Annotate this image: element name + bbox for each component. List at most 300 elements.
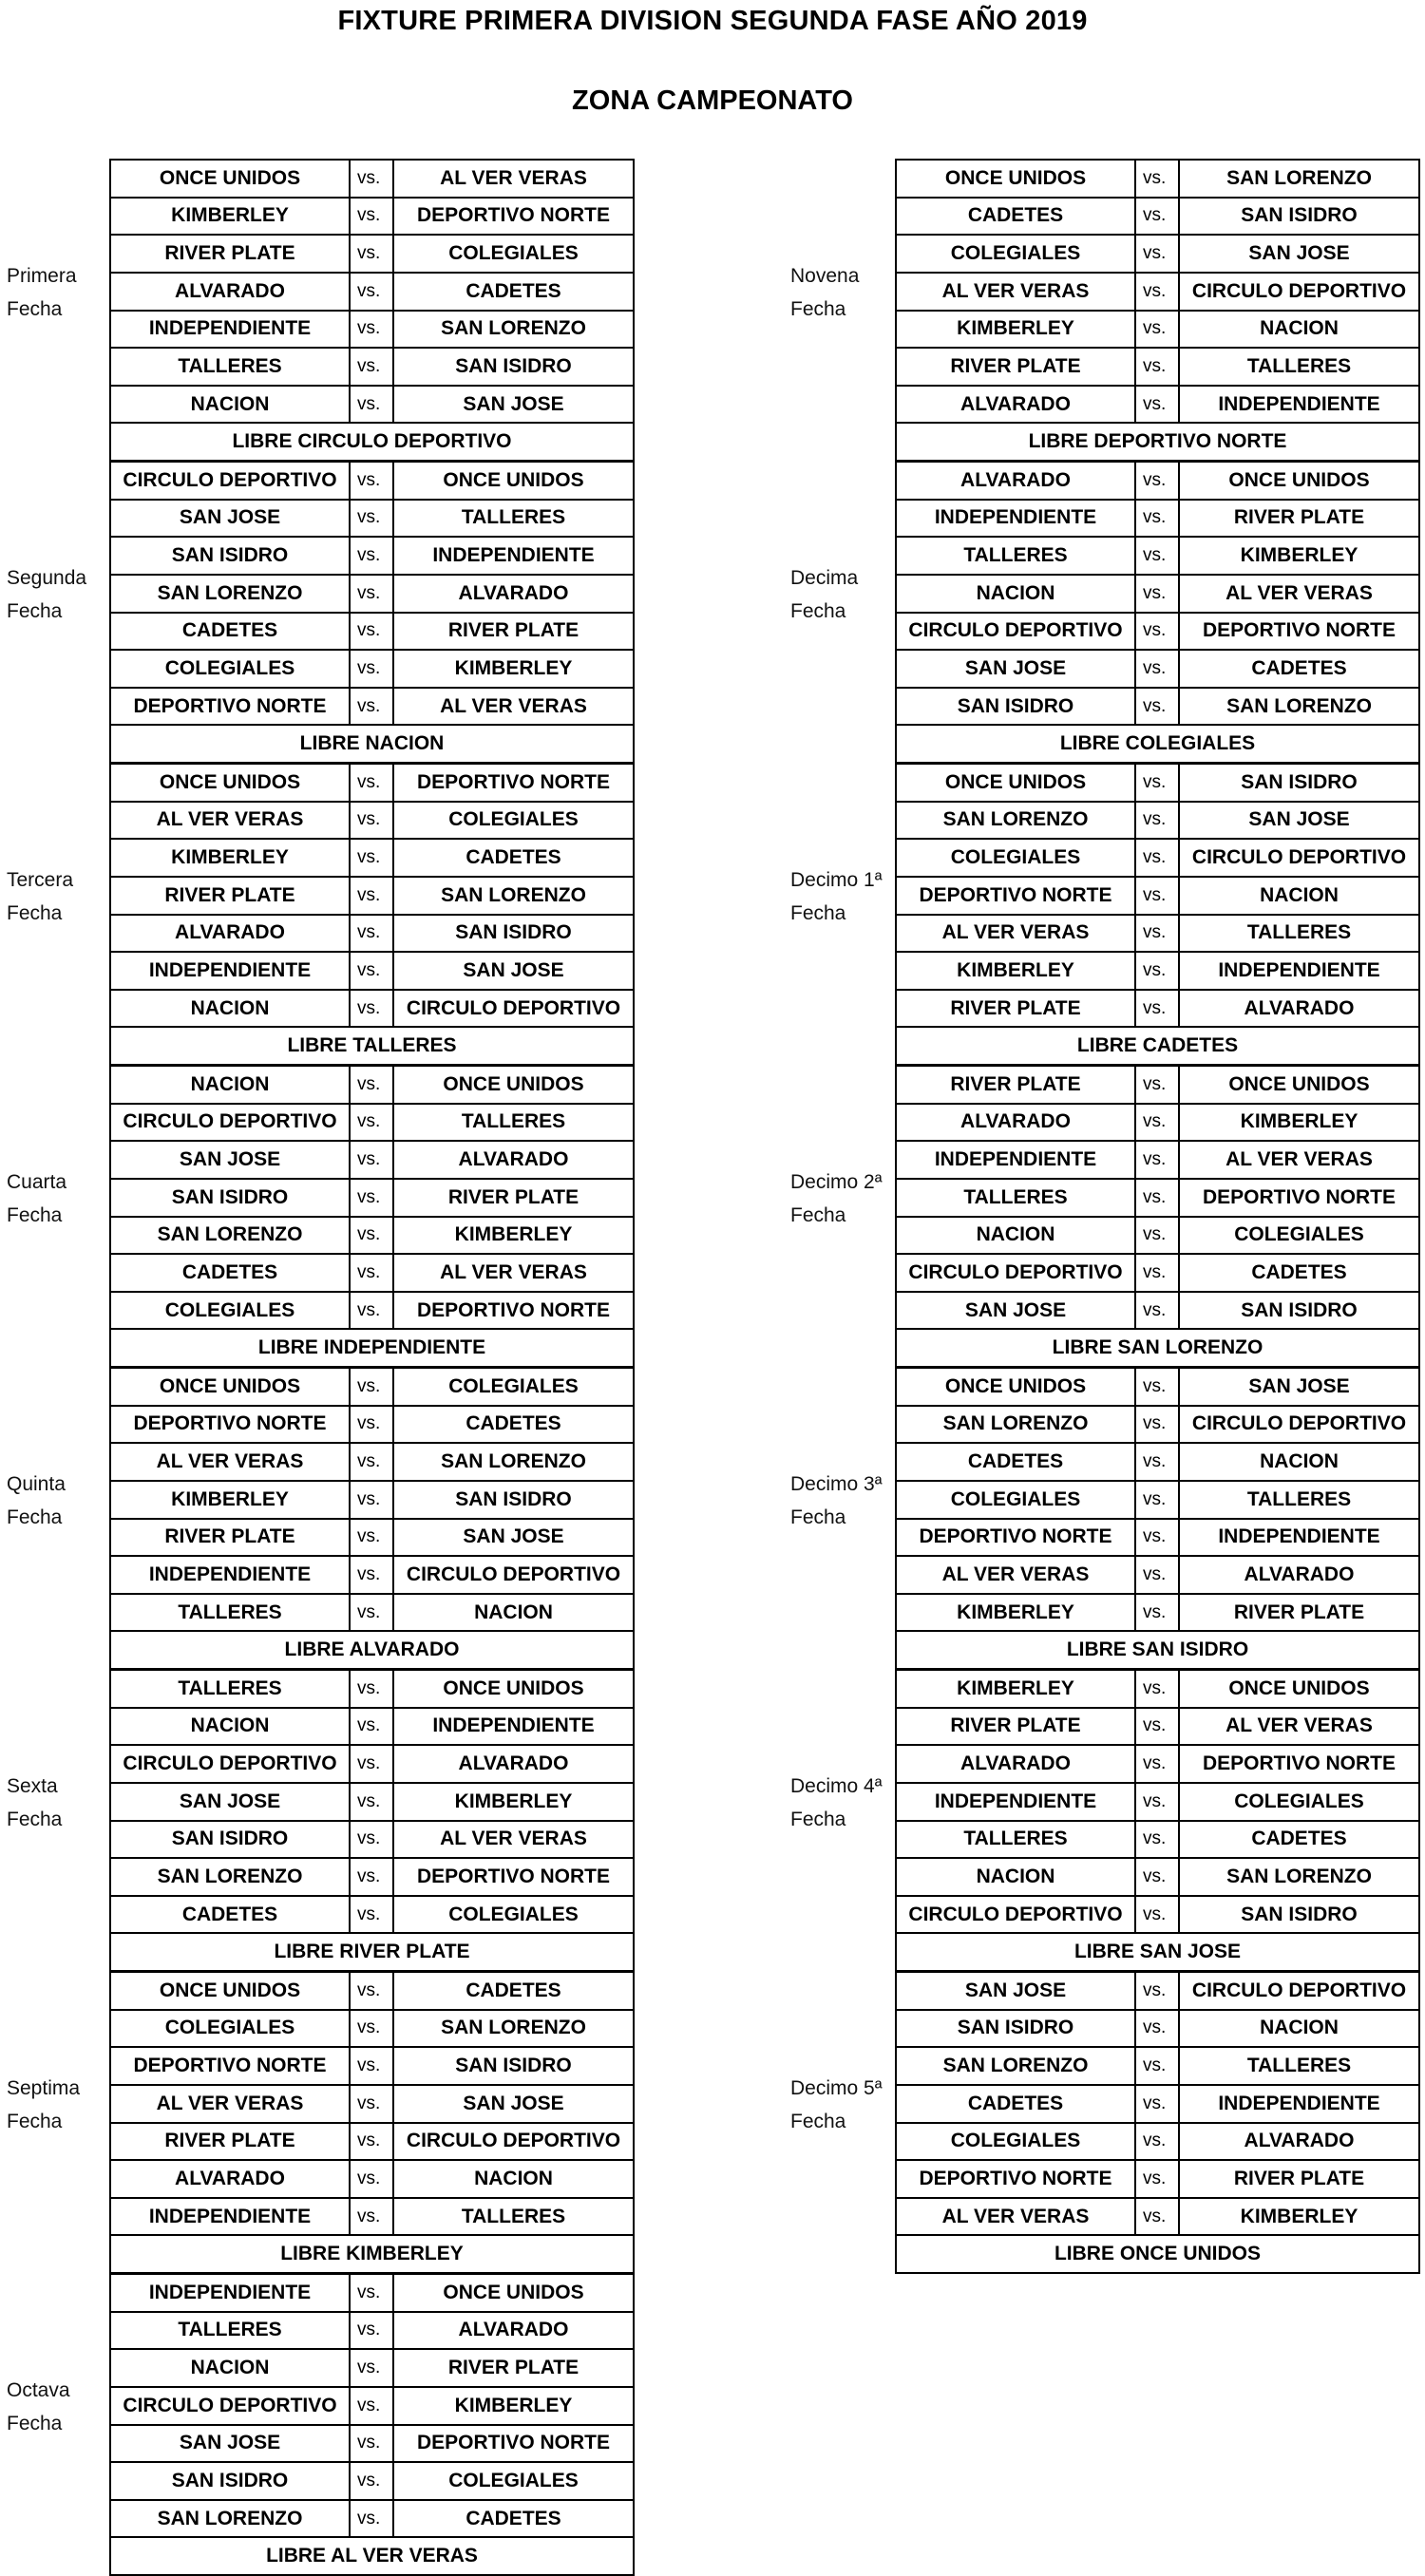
fecha-label [790,2072,882,2138]
home-team: ALVARADO [896,1104,1135,1142]
away-team: AL VER VERAS [393,160,634,198]
vs-label: vs. [350,311,393,349]
fecha-label [7,2374,70,2440]
vs-label: vs. [1135,2085,1179,2123]
home-team: TALLERES [110,1594,350,1632]
vs-label: vs. [1135,2010,1179,2048]
away-team: INDEPENDIENTE [1179,386,1419,424]
libre-row [110,1027,634,1065]
vs-label: vs. [1135,1066,1179,1104]
away-team: ONCE UNIDOS [393,1066,634,1104]
match-row [110,2198,634,2236]
home-team: SAN LORENZO [110,1858,350,1896]
vs-label: vs. [1135,1896,1179,1934]
home-team: COLEGIALES [110,1292,350,1330]
home-team: AL VER VERAS [896,915,1135,953]
fecha-label-line2: Fecha [790,1809,846,1830]
fecha-label-line2: Fecha [790,902,846,924]
match-row [896,990,1419,1028]
home-team: ONCE UNIDOS [110,1972,350,2010]
vs-label: vs. [350,915,393,953]
away-team: COLEGIALES [393,2462,634,2500]
away-team: ONCE UNIDOS [1179,462,1419,500]
home-team: SAN JOSE [896,650,1135,688]
match-row [110,764,634,802]
match-row [110,1141,634,1179]
match-row [896,1896,1419,1934]
match-row [896,688,1419,726]
vs-label: vs. [350,1556,393,1594]
home-team: ALVARADO [896,1745,1135,1783]
fecha-label [790,863,882,930]
away-team: SAN ISIDRO [1179,764,1419,802]
away-team: SAN LORENZO [1179,688,1419,726]
fecha-table [109,461,635,764]
home-team: RIVER PLATE [896,990,1135,1028]
away-team: RIVER PLATE [393,613,634,651]
away-team: KIMBERLEY [1179,1104,1419,1142]
match-row [896,877,1419,915]
match-row [110,915,634,953]
away-team: NACION [1179,877,1419,915]
fecha-label-line2: Fecha [790,1204,846,1226]
vs-label: vs. [350,462,393,500]
fecha-label [790,1165,882,1232]
vs-label: vs. [1135,1594,1179,1632]
match-row [896,952,1419,990]
libre-team: LIBRE KIMBERLEY [110,2235,634,2273]
vs-label: vs. [1135,1217,1179,1255]
vs-label: vs. [1135,575,1179,613]
vs-label: vs. [350,235,393,273]
match-row [896,1519,1419,1557]
away-team: NACION [1179,1443,1419,1481]
home-team: INDEPENDIENTE [110,1556,350,1594]
home-team: CIRCULO DEPORTIVO [110,2387,350,2425]
away-team: DEPORTIVO NORTE [393,198,634,236]
match-row [110,160,634,198]
vs-label: vs. [350,2160,393,2198]
away-team: CIRCULO DEPORTIVO [393,1556,634,1594]
vs-label: vs. [1135,1141,1179,1179]
home-team: SAN LORENZO [110,575,350,613]
vs-label: vs. [350,990,393,1028]
vs-label: vs. [350,273,393,311]
vs-label: vs. [350,2274,393,2312]
match-row [896,1858,1419,1896]
home-team: SAN ISIDRO [896,688,1135,726]
vs-label: vs. [1135,952,1179,990]
fecha-label [7,561,86,628]
vs-label: vs. [350,2312,393,2350]
vs-label: vs. [350,386,393,424]
match-row [896,537,1419,575]
away-team: SAN JOSE [393,2085,634,2123]
home-team: NACION [110,2349,350,2387]
match-row [896,1443,1419,1481]
away-team: SAN LORENZO [1179,160,1419,198]
match-row [896,2123,1419,2161]
libre-row [110,725,634,763]
away-team: NACION [393,2160,634,2198]
home-team: CADETES [110,613,350,651]
match-row [896,1745,1419,1783]
fecha-label-line2: Fecha [7,298,63,320]
match-row [110,1556,634,1594]
vs-label: vs. [350,1896,393,1934]
away-team: COLEGIALES [393,1896,634,1934]
fecha-table [895,461,1420,764]
vs-label: vs. [1135,915,1179,953]
home-team: INDEPENDIENTE [110,952,350,990]
match-row [110,2387,634,2425]
match-row [110,1104,634,1142]
vs-label: vs. [1135,1745,1179,1783]
vs-label: vs. [1135,198,1179,236]
home-team: SAN LORENZO [896,1406,1135,1444]
match-row [110,1821,634,1859]
vs-label: vs. [1135,311,1179,349]
libre-team: LIBRE COLEGIALES [896,725,1419,763]
match-row [110,1443,634,1481]
home-team: TALLERES [110,2312,350,2350]
vs-label: vs. [1135,462,1179,500]
fecha-table [109,1367,635,1670]
away-team: CADETES [1179,1254,1419,1292]
vs-label: vs. [1135,1821,1179,1859]
fecha-table [895,1065,1420,1368]
home-team: SAN JOSE [896,1292,1135,1330]
match-row [896,235,1419,273]
match-row [110,1179,634,1217]
vs-label: vs. [1135,1783,1179,1821]
vs-label: vs. [1135,2047,1179,2085]
away-team: SAN ISIDRO [393,348,634,386]
home-team: CADETES [110,1896,350,1934]
away-team: COLEGIALES [1179,1217,1419,1255]
home-team: CIRCULO DEPORTIVO [896,1254,1135,1292]
match-row [896,273,1419,311]
home-team: DEPORTIVO NORTE [110,1406,350,1444]
libre-team: LIBRE TALLERES [110,1027,634,1065]
match-row [896,1821,1419,1859]
fecha-label [790,561,858,628]
vs-label: vs. [1135,650,1179,688]
away-team: CIRCULO DEPORTIVO [1179,273,1419,311]
home-team: RIVER PLATE [110,877,350,915]
fecha-label-line2: Fecha [7,1506,63,1528]
vs-label: vs. [350,198,393,236]
home-team: COLEGIALES [896,1481,1135,1519]
away-team: TALLERES [393,1104,634,1142]
vs-label: vs. [350,802,393,840]
home-team: INDEPENDIENTE [896,1783,1135,1821]
home-team: AL VER VERAS [896,2198,1135,2236]
libre-team: LIBRE DEPORTIVO NORTE [896,423,1419,461]
fecha-label-line2: Fecha [7,2111,63,2132]
fecha-table [109,159,635,462]
home-team: RIVER PLATE [110,235,350,273]
vs-label: vs. [350,160,393,198]
page-title: FIXTURE PRIMERA DIVISION SEGUNDA FASE AÑO 2019 [337,6,1088,36]
away-team: ALVARADO [393,2312,634,2350]
away-team: KIMBERLEY [393,650,634,688]
match-row [110,386,634,424]
libre-row [896,1027,1419,1065]
away-team: COLEGIALES [1179,1783,1419,1821]
match-row [896,462,1419,500]
match-row [110,462,634,500]
away-team: DEPORTIVO NORTE [1179,1745,1419,1783]
away-team: DEPORTIVO NORTE [1179,613,1419,651]
match-row [110,1254,634,1292]
fecha-label-line1: Decimo 3ª [790,1473,883,1495]
home-team: COLEGIALES [896,235,1135,273]
match-row [896,1292,1419,1330]
away-team: AL VER VERAS [393,1254,634,1292]
match-row [896,1368,1419,1406]
away-team: SAN LORENZO [393,877,634,915]
vs-label: vs. [350,877,393,915]
vs-label: vs. [350,537,393,575]
vs-label: vs. [1135,1368,1179,1406]
match-row [896,386,1419,424]
away-team: CIRCULO DEPORTIVO [1179,1406,1419,1444]
match-row [110,2312,634,2350]
away-team: ONCE UNIDOS [1179,1066,1419,1104]
vs-label: vs. [1135,1972,1179,2010]
match-row [110,1858,634,1896]
home-team: SAN JOSE [110,1141,350,1179]
away-team: SAN JOSE [393,952,634,990]
match-row [896,2047,1419,2085]
home-team: NACION [110,990,350,1028]
match-row [110,311,634,349]
vs-label: vs. [1135,2160,1179,2198]
fecha-table [109,1971,635,2274]
home-team: TALLERES [110,1670,350,1708]
away-team: CIRCULO DEPORTIVO [1179,1972,1419,2010]
vs-label: vs. [1135,537,1179,575]
home-team: AL VER VERAS [110,802,350,840]
home-team: INDEPENDIENTE [896,500,1135,538]
match-row [110,273,634,311]
vs-label: vs. [1135,235,1179,273]
match-row [110,1594,634,1632]
vs-label: vs. [350,1443,393,1481]
match-row [110,839,634,877]
match-row [896,2085,1419,2123]
home-team: TALLERES [896,1179,1135,1217]
match-row [896,348,1419,386]
away-team: AL VER VERAS [393,1821,634,1859]
away-team: COLEGIALES [393,802,634,840]
away-team: INDEPENDIENTE [393,1708,634,1746]
away-team: TALLERES [393,500,634,538]
away-team: ALVARADO [1179,990,1419,1028]
home-team: SAN ISIDRO [110,1179,350,1217]
away-team: ONCE UNIDOS [1179,1670,1419,1708]
home-team: CIRCULO DEPORTIVO [110,1745,350,1783]
match-row [110,500,634,538]
vs-label: vs. [1135,1481,1179,1519]
home-team: ONCE UNIDOS [110,1368,350,1406]
away-team: DEPORTIVO NORTE [393,2425,634,2463]
away-team: CADETES [393,1972,634,2010]
libre-team: LIBRE SAN ISIDRO [896,1631,1419,1669]
home-team: NACION [110,1066,350,1104]
home-team: ALVARADO [896,386,1135,424]
away-team: INDEPENDIENTE [393,537,634,575]
match-row [110,1708,634,1746]
fecha-table [109,763,635,1066]
away-team: NACION [393,1594,634,1632]
away-team: ALVARADO [1179,1556,1419,1594]
fecha-label [7,1770,62,1836]
libre-team: LIBRE AL VER VERAS [110,2537,634,2575]
fecha-table [109,1065,635,1368]
match-row [110,537,634,575]
match-row [110,1292,634,1330]
away-team: SAN ISIDRO [393,915,634,953]
fecha-label-line1: Novena [790,265,860,287]
vs-label: vs. [1135,1292,1179,1330]
vs-label: vs. [1135,1670,1179,1708]
away-team: ALVARADO [393,1745,634,1783]
match-row [896,613,1419,651]
vs-label: vs. [1135,1104,1179,1142]
home-team: TALLERES [896,537,1135,575]
home-team: ONCE UNIDOS [896,764,1135,802]
match-row [110,235,634,273]
home-team: COLEGIALES [896,839,1135,877]
vs-label: vs. [350,1406,393,1444]
home-team: KIMBERLEY [110,1481,350,1519]
home-team: KIMBERLEY [110,198,350,236]
away-team: SAN LORENZO [393,2010,634,2048]
vs-label: vs. [1135,1443,1179,1481]
match-row [896,1708,1419,1746]
home-team: KIMBERLEY [896,311,1135,349]
home-team: ALVARADO [896,462,1135,500]
home-team: AL VER VERAS [896,273,1135,311]
match-row [110,613,634,651]
away-team: RIVER PLATE [1179,2160,1419,2198]
vs-label: vs. [1135,877,1179,915]
away-team: DEPORTIVO NORTE [393,764,634,802]
away-team: RIVER PLATE [1179,500,1419,538]
vs-label: vs. [350,1519,393,1557]
vs-label: vs. [350,1066,393,1104]
home-team: SAN LORENZO [896,802,1135,840]
home-team: SAN ISIDRO [896,2010,1135,2048]
match-row [896,575,1419,613]
match-row [896,1217,1419,1255]
away-team: KIMBERLEY [1179,2198,1419,2236]
home-team: KIMBERLEY [896,1594,1135,1632]
away-team: INDEPENDIENTE [1179,2085,1419,2123]
fecha-label-line2: Fecha [7,2413,63,2434]
home-team: CADETES [896,2085,1135,2123]
home-team: INDEPENDIENTE [110,2198,350,2236]
fecha-label-line1: Cuarta [7,1171,67,1193]
fecha-label-line1: Quinta [7,1473,66,1495]
match-row [896,2198,1419,2236]
vs-label: vs. [350,2500,393,2538]
fecha-label-line1: Decimo 4ª [790,1775,883,1797]
home-team: SAN JOSE [896,1972,1135,2010]
vs-label: vs. [350,2047,393,2085]
vs-label: vs. [350,575,393,613]
fecha-label-line1: Decimo 2ª [790,1171,883,1193]
home-team: CIRCULO DEPORTIVO [110,462,350,500]
vs-label: vs. [1135,1858,1179,1896]
away-team: TALLERES [1179,1481,1419,1519]
fecha-table [895,1971,1420,2274]
libre-row [110,423,634,461]
vs-label: vs. [350,2387,393,2425]
away-team: KIMBERLEY [1179,537,1419,575]
match-row [896,1556,1419,1594]
home-team: DEPORTIVO NORTE [896,1519,1135,1557]
away-team: KIMBERLEY [393,1783,634,1821]
home-team: SAN LORENZO [896,2047,1135,2085]
match-row [110,2010,634,2048]
away-team: ALVARADO [393,1141,634,1179]
match-row [110,1783,634,1821]
home-team: KIMBERLEY [896,1670,1135,1708]
match-row [110,1896,634,1934]
libre-row [896,2235,1419,2273]
fecha-label-line2: Fecha [790,1506,846,1528]
home-team: RIVER PLATE [896,1066,1135,1104]
libre-team: LIBRE CIRCULO DEPORTIVO [110,423,634,461]
match-row [110,2160,634,2198]
vs-label: vs. [1135,1519,1179,1557]
home-team: SAN JOSE [110,1783,350,1821]
away-team: KIMBERLEY [393,1217,634,1255]
vs-label: vs. [350,1368,393,1406]
fecha-label [7,2072,80,2138]
match-row [110,688,634,726]
fecha-label-line2: Fecha [790,2111,846,2132]
home-team: SAN ISIDRO [110,1821,350,1859]
away-team: CIRCULO DEPORTIVO [393,2123,634,2161]
match-row [896,1406,1419,1444]
match-row [896,1179,1419,1217]
match-row [110,1066,634,1104]
vs-label: vs. [1135,764,1179,802]
fecha-label-line2: Fecha [790,600,846,622]
fecha-label [7,1165,66,1232]
vs-label: vs. [350,1972,393,2010]
home-team: COLEGIALES [110,650,350,688]
fecha-label-line1: Tercera [7,869,74,891]
vs-label: vs. [1135,348,1179,386]
away-team: ONCE UNIDOS [393,2274,634,2312]
match-row [110,952,634,990]
away-team: ALVARADO [393,575,634,613]
match-row [110,2462,634,2500]
match-row [110,1670,634,1708]
home-team: INDEPENDIENTE [110,2274,350,2312]
fecha-label-line1: Decimo 1ª [790,869,883,891]
home-team: DEPORTIVO NORTE [896,877,1135,915]
libre-team: LIBRE INDEPENDIENTE [110,1329,634,1367]
home-team: COLEGIALES [896,2123,1135,2161]
match-row [896,764,1419,802]
vs-label: vs. [1135,273,1179,311]
